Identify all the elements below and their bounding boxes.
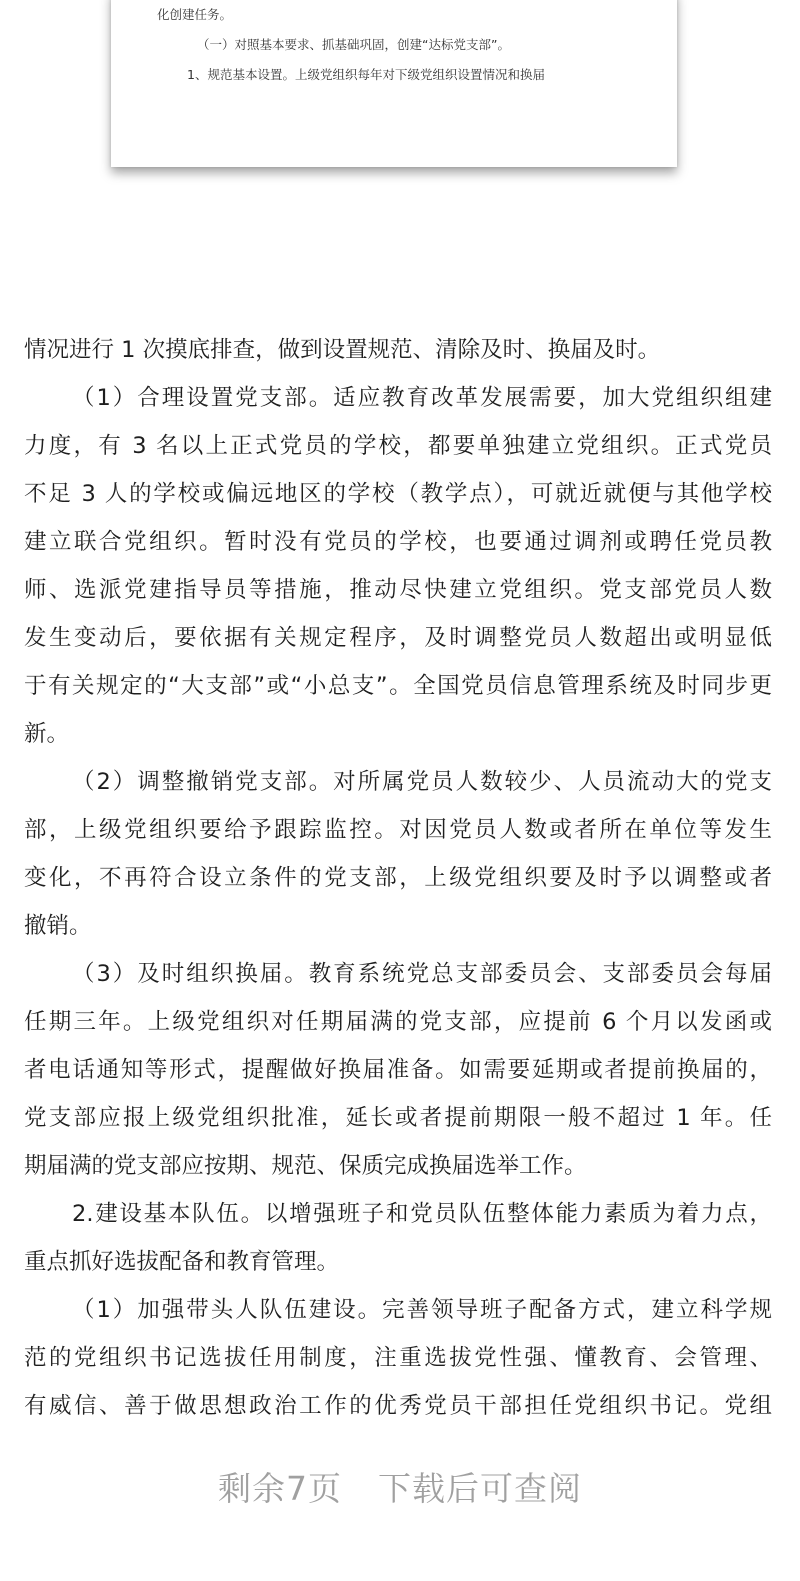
document-body bbox=[24, 326, 772, 1430]
download-to-view-label: 下载后可查阅 bbox=[378, 1469, 582, 1508]
preview-line: 1、规范基本设置。上级党组织每年对下级党组织设置情况和换届 bbox=[187, 67, 545, 82]
text-line: 力度，有 3 名以上正式党员的学校，都要单独建立党组织。正式党员 bbox=[24, 433, 772, 459]
text-line: 范的党组织书记选拔任用制度，注重选拔党性强、懂教育、会管理、 bbox=[24, 1345, 772, 1371]
text-line: 部，上级党组织要给予跟踪监控。对因党员人数或者所在单位等发生 bbox=[24, 817, 772, 843]
text-line: （3）及时组织换届。教育系统党总支部委员会、支部委员会每届 bbox=[72, 961, 772, 987]
text-line: （2）调整撤销党支部。对所属党员人数较少、人员流动大的党支 bbox=[72, 769, 772, 795]
text-line: 师、选派党建指导员等措施，推动尽快建立党组织。党支部党员人数 bbox=[24, 577, 772, 603]
text-line: 情况进行 1 次摸底排查，做到设置规范、清除及时、换届及时。 bbox=[24, 337, 661, 363]
text-line: 任期三年。上级党组织对任期届满的党支部，应提前 6 个月以发函或 bbox=[24, 1009, 772, 1035]
text-line: 变化，不再符合设立条件的党支部，上级党组织要及时予以调整或者 bbox=[24, 865, 772, 891]
document-page-preview bbox=[111, 0, 677, 167]
text-line: （1）加强带头人队伍建设。完善领导班子配备方式，建立科学规 bbox=[72, 1297, 772, 1323]
remaining-pages-label: 剩余7页 bbox=[218, 1469, 342, 1508]
text-line: 党支部应报上级党组织批准，延长或者提前期限一般不超过 1 年。任 bbox=[24, 1105, 772, 1131]
text-line: 撤销。 bbox=[24, 913, 92, 939]
preview-line: （一）对照基本要求、抓基础巩固，创建“达标党支部”。 bbox=[197, 37, 510, 52]
text-line: 不足 3 人的学校或偏远地区的学校（教学点），可就近就便与其他学校 bbox=[24, 481, 772, 507]
text-line: （1）合理设置党支部。适应教育改革发展需要，加大党组织组建 bbox=[72, 385, 772, 411]
text-line: 发生变动后，要依据有关规定程序，及时调整党员人数超出或明显低 bbox=[24, 625, 772, 651]
text-line: 建立联合党组织。暂时没有党员的学校，也要通过调剂或聘任党员教 bbox=[24, 529, 772, 555]
download-prompt[interactable] bbox=[0, 1463, 800, 1510]
text-line: 者电话通知等形式，提醒做好换届准备。如需要延期或者提前换届的， bbox=[24, 1057, 772, 1083]
text-line: 重点抓好选拔配备和教育管理。 bbox=[24, 1249, 340, 1275]
text-line: 期届满的党支部应按期、规范、保质完成换届选举工作。 bbox=[24, 1153, 587, 1179]
text-line: 2.建设基本队伍。以增强班子和党员队伍整体能力素质为着力点， bbox=[72, 1201, 772, 1227]
text-line: 新。 bbox=[24, 721, 70, 747]
text-line: 于有关规定的“大支部”或“小总支”。全国党员信息管理系统及时同步更 bbox=[24, 673, 772, 699]
text-line: 有威信、善于做思想政治工作的优秀党员干部担任党组织书记。党组 bbox=[24, 1393, 772, 1419]
preview-line: 化创建任务。 bbox=[157, 7, 233, 22]
